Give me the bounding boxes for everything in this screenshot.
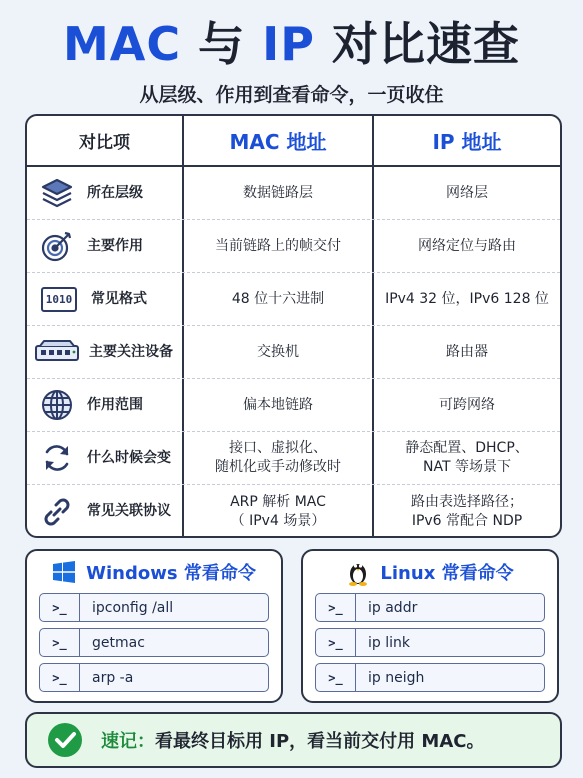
windows-icon — [52, 560, 76, 584]
terminal-prompt-icon: >_ — [40, 664, 80, 691]
command-text: getmac — [92, 634, 145, 651]
table-row — [27, 326, 560, 379]
terminal-prompt-icon: >_ — [40, 629, 80, 656]
table-row — [27, 220, 560, 273]
ip-value: 静态配置、DHCP、 NAT 等场景下 — [405, 440, 529, 475]
linux-commands-panel — [301, 549, 559, 703]
command-text: ip addr — [368, 599, 418, 616]
terminal-prompt-icon: >_ — [316, 664, 356, 691]
row-label: 作用范围 — [87, 396, 143, 413]
title-and: 与 — [198, 17, 246, 71]
terminal-prompt-icon: >_ — [316, 594, 356, 621]
layers-icon — [37, 175, 77, 211]
ip-value: 可跨网络 — [439, 396, 495, 413]
mac-value: 数据链路层 — [184, 167, 374, 219]
row-label: 常见格式 — [91, 290, 147, 307]
command-row[interactable] — [315, 628, 545, 657]
refresh-icon — [37, 440, 77, 476]
header-mac: MAC 地址 — [184, 116, 374, 165]
globe-icon — [37, 387, 77, 423]
row-label: 所在层级 — [87, 184, 143, 201]
table-row — [27, 379, 560, 432]
terminal-prompt-icon: >_ — [40, 594, 80, 621]
command-text: arp -a — [92, 669, 134, 686]
mac-value: 接口、虚拟化、 随机化或手动修改时 — [184, 432, 374, 484]
linux-title: Linux 常看命令 — [380, 563, 514, 584]
ip-value: 路由器 — [446, 343, 488, 360]
command-row[interactable] — [315, 663, 545, 692]
linux-penguin-icon — [346, 558, 370, 586]
switch-icon — [33, 334, 81, 370]
header-ip: IP 地址 — [432, 130, 502, 154]
ip-value: 网络层 — [446, 184, 488, 201]
row-label: 什么时候会变 — [87, 449, 171, 466]
row-label: 常见关联协议 — [87, 503, 171, 519]
command-text: ip link — [368, 634, 410, 651]
mac-value: 48 位十六进制 — [184, 273, 374, 325]
target-icon — [37, 228, 77, 264]
command-text: ipconfig /all — [92, 599, 174, 616]
link-icon — [37, 494, 77, 530]
windows-commands-panel — [25, 549, 283, 703]
page-subtitle: 从层级、作用到查看命令，一页收住 — [139, 84, 444, 106]
mac-value: 偏本地链路 — [184, 379, 374, 431]
title-mac: MAC — [62, 17, 182, 71]
command-row[interactable] — [39, 593, 269, 622]
memo-banner — [25, 712, 562, 768]
title-ip: IP — [262, 17, 315, 71]
table-row — [27, 485, 560, 538]
table-row — [27, 167, 560, 220]
memo-key: 速记： — [101, 731, 155, 752]
command-row[interactable] — [315, 593, 545, 622]
windows-title: Windows 常看命令 — [86, 563, 256, 584]
mac-value: 当前链路上的帧交付 — [184, 220, 374, 272]
check-icon — [47, 722, 83, 758]
row-label: 主要关注设备 — [89, 343, 173, 360]
mac-value: 交换机 — [184, 326, 374, 378]
title-compare: 对比速查 — [332, 17, 521, 71]
ip-value: IPv4 32 位，IPv6 128 位 — [385, 290, 549, 307]
comparison-table — [25, 114, 562, 538]
command-text: ip neigh — [368, 669, 425, 686]
ip-value: 网络定位与路由 — [418, 237, 516, 254]
table-row — [27, 432, 560, 485]
memo-text: 看最终目标用 IP，看当前交付用 MAC。 — [155, 731, 485, 752]
table-row — [27, 273, 560, 326]
row-label: 主要作用 — [87, 237, 143, 254]
binary-icon: 1010 — [37, 281, 81, 317]
mac-value: ARP 解析 MAC （ IPv4 场景） — [184, 485, 374, 538]
command-row[interactable] — [39, 628, 269, 657]
header-item: 对比项 — [27, 116, 184, 165]
command-row[interactable] — [39, 663, 269, 692]
terminal-prompt-icon: >_ — [316, 629, 356, 656]
ip-value: 路由表选择路径； IPv6 常配合 NDP — [411, 493, 523, 529]
table-header — [27, 116, 560, 167]
page-title — [0, 14, 583, 74]
